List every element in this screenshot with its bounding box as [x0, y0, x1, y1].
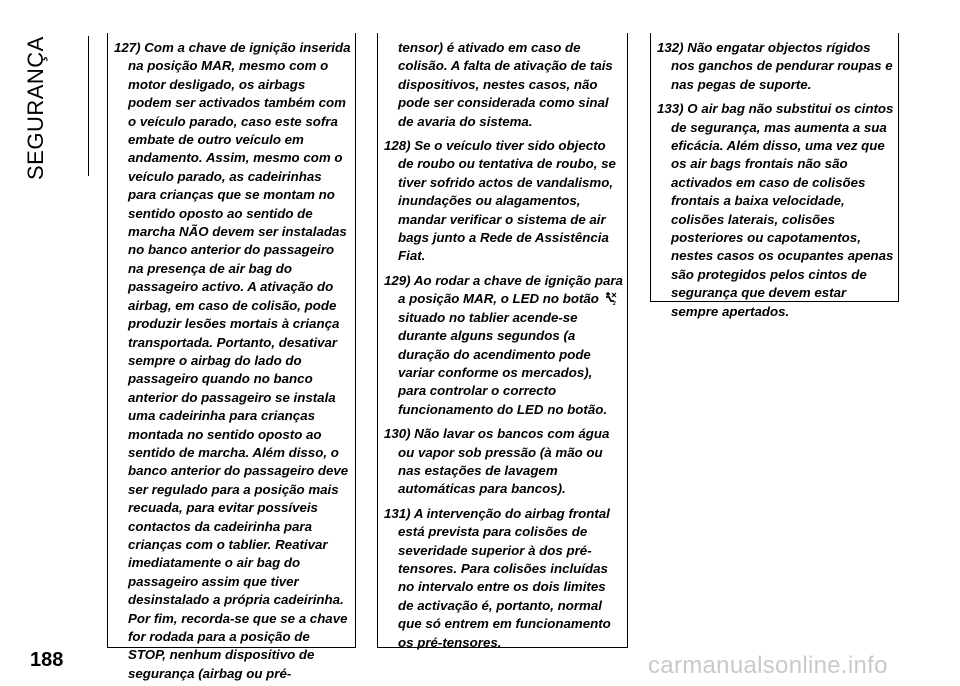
note-133: 133) O air bag não substitui os cintos de segurança, mas aumenta a sua eficácia. Além disso, uma vez que os air bags frontais não são activados em caso de colisões frontais a baixa velocidade, colisões laterais, colisões posteriores ou capotamentos, nestes casos os ocupantes apenas são protegidos pelos cintos de segurança que devem estar sempre apertados. — [657, 101, 894, 319]
section-label: SEGURANÇA — [23, 36, 48, 180]
note-130: 130) Não lavar os bancos com água ou vapor sob pressão (à mão ou nas estações de lavagem automáticas para bancos). — [384, 426, 610, 497]
note-129 — [384, 272, 623, 419]
note-131: 131) A intervenção do airbag frontal está prevista para colisões de severidade superior à dos pré-tensores. Para colisões incluídas no intervalo entre os dois limites de activação é, portanto, normal que só entrem em funcionamento os pré-tensores. — [384, 505, 611, 650]
note-129-part-a: 129) Ao rodar a chave de ignição para a posição MAR, o LED no botão — [384, 272, 623, 307]
passenger-airbag-off-icon — [603, 291, 617, 305]
svg-text:2: 2 — [612, 301, 616, 306]
watermark: carmanualsonline.info — [648, 652, 888, 679]
note-127-continued: tensor) é ativado em caso de colisão. A falta de ativação de tais dispositivos, nestes casos, não pode ser considerada como sinal de avaria do sistema. — [398, 40, 613, 129]
column-1 — [107, 33, 356, 681]
note-129-part-b: situado no tablier acende-se durante alguns segundos (a duração do acendimento pode variar conforme os mercados), para controlar o correcto funcionamento do LED no botão. — [398, 309, 608, 417]
column-3 — [650, 33, 899, 319]
note-127: 127) Com a chave de ignição inserida na posição MAR, mesmo com o motor desligado, os airbags podem ser activados também com o veículo parado, caso este sofra embate de outro veículo em andamento. Assim, mesmo com o veículo parado, as cadeirinhas para crianças que se montam no sentido oposto ao sentido de marcha NÃO devem ser instaladas no banco anterior do passageiro na presença de air bag do passageiro activo. A ativação do airbag, em caso de colisão, pode produzir lesões mortais à criança transportada. Portanto, desativar sempre o airbag do lado do passageiro quando no banco anterior do passageiro se instala uma cadeirinha para crianças montada no sentido oposto ao sentido de marcha. Além disso, o banco anterior do passageiro deve ser regulado para a posição mais recuada, para evitar possíveis contactos da cadeirinha para crianças com o tablier. Reativar imediatamente o air bag do passageiro assim que tiver desinstalado a própria cadeirinha. Por fim, recorda-se que se a chave for rodada para a posição de STOP, nenhum dispositivo de segurança (airbag ou pré- — [114, 40, 351, 681]
note-128: 128) Se o veículo tiver sido objecto de roubo ou tentativa de roubo, se tiver sofrido actos de vandalismo, inundações ou alagamentos, mandar verificar o sistema de air bags junto a Rede de Assistência Fiat. — [384, 138, 616, 264]
section-divider — [88, 36, 89, 176]
column-2 — [377, 33, 628, 648]
note-132: 132) Não engatar objectos rígidos nos ganchos de pendurar roupas e nas pegas de suporte. — [657, 40, 893, 92]
page-number: 188 — [30, 649, 64, 671]
